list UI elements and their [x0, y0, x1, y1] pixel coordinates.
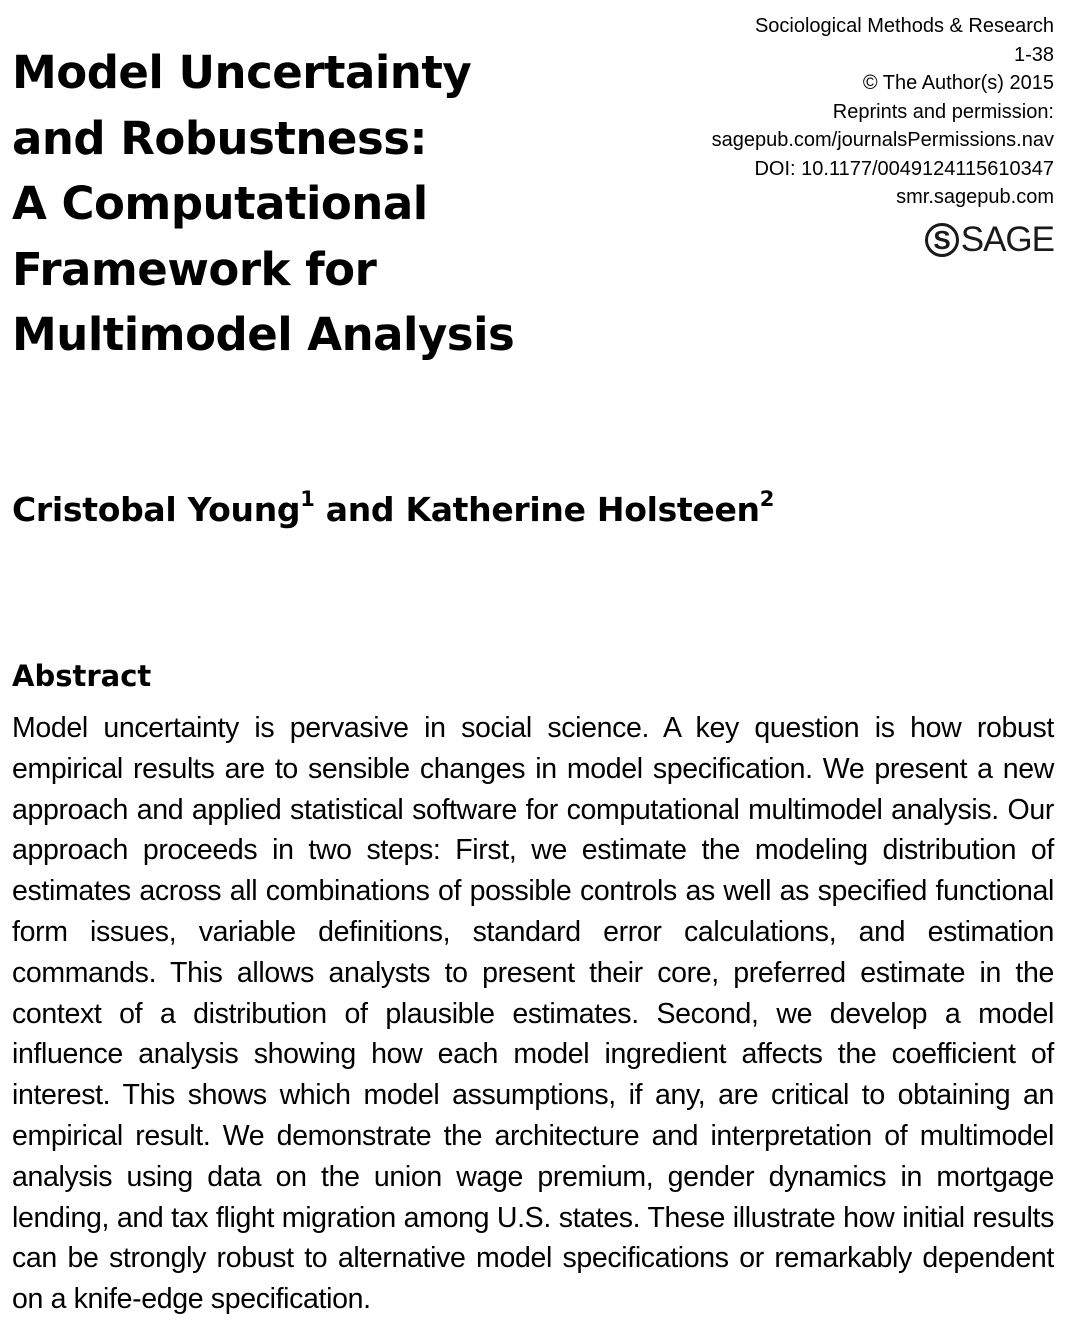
author-affiliation-marker[interactable]: 2	[759, 487, 775, 511]
author-affiliation-marker[interactable]: 1	[300, 487, 315, 511]
title-line: A Computational	[12, 177, 428, 230]
author-conjunction: and	[325, 490, 395, 529]
title-line: and Robustness:	[12, 111, 428, 165]
title-line: Framework for	[12, 242, 377, 296]
abstract-text: Model uncertainty is pervasive in social science. A key question is how robust empirical results are to sensible changes in model specification. We present a new approach and applied statistical software for computational multimodel analysis. Our approach proceeds in two steps: First, we estimate the modeling distribution of estimates across all combinations of possible controls as well as specified functional form issues, variable definitions, standard error calculations, and estimation commands. This allows analysts to present their core, preferred estimate in the context of a distribution of plausible estimates. Second, we develop a model influence analysis showing how each model ingredient affects the coefficient of interest. This shows which model assumptions, if any, are critical to obtaining an empirical result. We demonstrate the architecture and interpretation of multimodel analysis using data on the union wage premium, gender dynamics in mortgage lending, and tax flight migration among U.S. states. These illustrate how initial results can be strongly robust to alternative model specifications or remarkably dependent on a knife-edge specification.	[12, 712, 1054, 1316]
svg-text:S: S	[933, 225, 951, 255]
journal-info-block	[634, 12, 1054, 212]
sage-logo	[925, 222, 1054, 258]
abstract-heading: Abstract	[12, 659, 152, 693]
article-title	[12, 40, 572, 368]
title-line: Multimodel Analysis	[12, 308, 515, 361]
reprints-label: Reprints and permission:	[832, 100, 1054, 123]
doi[interactable]: DOI: 10.1177/0049124115610347	[754, 157, 1054, 180]
page-range: 1-38	[1013, 43, 1054, 66]
sage-logo-text: SAGE	[960, 220, 1054, 259]
author-list	[12, 482, 774, 538]
title-line: Model Uncertainty	[12, 46, 472, 99]
author-name: Katherine Holsteen	[405, 490, 760, 529]
copyright-notice: © The Author(s) 2015	[862, 72, 1054, 94]
sage-s-icon	[925, 223, 959, 257]
permissions-link[interactable]: sagepub.com/journalsPermissions.nav	[711, 129, 1054, 151]
journal-site-link[interactable]: smr.sagepub.com	[896, 186, 1054, 208]
author-name: Cristobal Young	[12, 490, 301, 529]
journal-name: Sociological Methods & Research	[754, 15, 1054, 37]
